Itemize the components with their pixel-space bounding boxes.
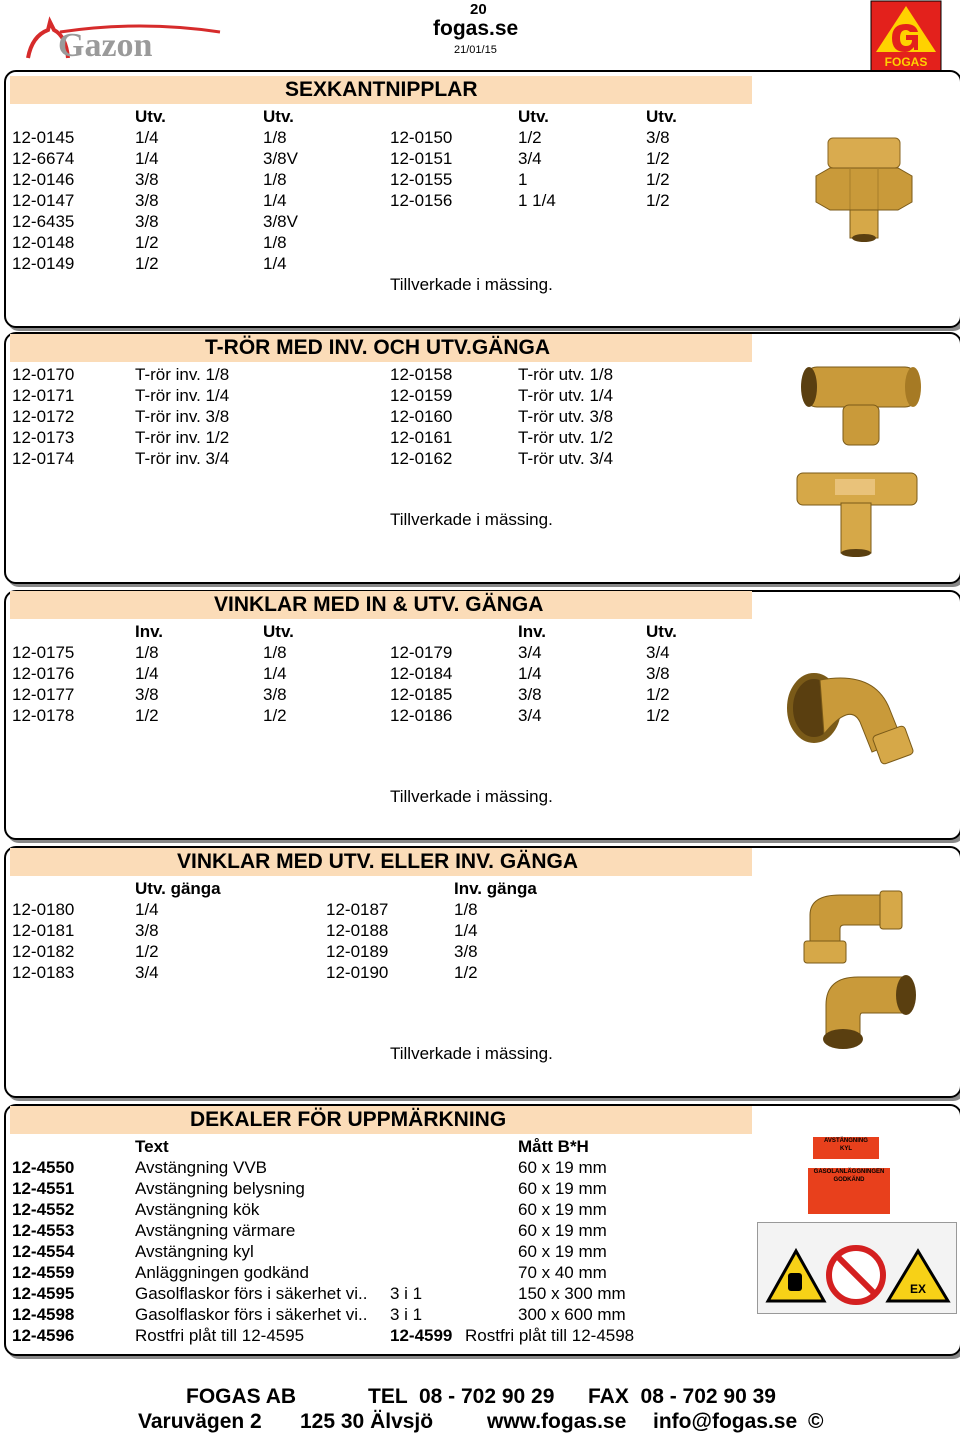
section-title: T-RÖR MED INV. OCH UTV.GÄNGA [205,336,550,359]
size-value: 3/8V [263,212,298,231]
article-code: 12-0146 [12,170,75,189]
article-description: T-rör inv. 1/2 [135,428,230,447]
article-description: T-rör inv. 3/4 [135,449,230,468]
article-description: T-rör inv. 3/8 [135,407,230,426]
article-code: 12-0178 [12,706,75,725]
size-value: 150 x 300 mm [518,1284,626,1303]
article-description: Anläggningen godkänd [135,1263,309,1282]
header-date: 21/01/15 [454,44,497,56]
size-value: 3/4 [518,706,542,725]
size-value: 3/8 [646,128,670,147]
section-title: SEXKANTNIPPLAR [285,78,478,101]
article-code: 12-4554 [12,1242,75,1261]
article-code: 12-4595 [12,1284,75,1303]
article-code: 12-0148 [12,233,75,252]
size-value: 1/2 [646,191,670,210]
col-header: Utv. [135,107,166,126]
page-number: 20 [470,1,487,18]
article-code: 12-4598 [12,1305,75,1324]
section-title: VINKLAR MED UTV. ELLER INV. GÄNGA [177,850,578,873]
size-value: 1/2 [646,149,670,168]
col-header: Inv. [135,622,164,641]
size-value: 3/8 [454,942,478,961]
material-note: Tillverkade i mässing. [390,275,553,294]
size-value: 3/4 [518,643,542,662]
col-header: Text [135,1137,169,1156]
article-code: 12-0173 [12,428,75,447]
size-value: 1/4 [263,664,287,683]
article-code: 12-0176 [12,664,75,683]
size-value: 1/8 [263,233,287,252]
article-code: 12-0188 [326,921,389,940]
article-code: 12-0155 [390,170,453,189]
article-code: 12-0179 [390,643,453,662]
size-value: 1/2 [646,685,670,704]
size-value: 60 x 19 mm [518,1158,607,1177]
ex-label: EX [909,1282,927,1296]
size-value: 3/4 [135,963,159,982]
size-value: 1/2 [135,233,159,252]
size-value: 3/8 [518,685,542,704]
size-value: 3/8 [135,685,159,704]
article-description: T-rör utv. 1/8 [518,365,614,384]
sticker-text: KYL [840,1146,852,1152]
article-description: Gasolflaskor förs i säkerhet vi.. [135,1305,368,1324]
sticker-text: GODKÄND [833,1177,865,1183]
article-description: T-rör utv. 3/4 [518,449,614,468]
company-name: FOGAS AB [186,1385,297,1408]
phone-number: TEL 08 - 702 90 29 [368,1385,555,1408]
article-description: Rostfri plåt till 12-4595 [135,1326,305,1345]
article-description: T-rör utv. 3/8 [518,407,614,426]
size-value: 3/8 [135,212,159,231]
material-note: Tillverkade i mässing. [390,787,553,806]
material-note: Tillverkade i mässing. [390,510,553,529]
article-code: 12-0185 [390,685,453,704]
article-description: Rostfri plåt till 12-4598 [465,1326,635,1345]
copyright-symbol: © [808,1410,824,1433]
article-code: 12-4552 [12,1200,75,1219]
article-code: 12-0160 [390,407,453,426]
size-value: 1/2 [135,706,159,725]
size-value: 1/4 [135,149,159,168]
size-value: 1/2 [135,942,159,961]
size-value: 1/8 [263,170,287,189]
size-value: 3/8 [135,921,159,940]
size-value: 300 x 600 mm [518,1305,626,1324]
col-header: Utv. [646,622,677,641]
article-code: 12-0161 [390,428,453,447]
article-code: 12-0181 [12,921,75,940]
elbow-image [780,660,930,770]
website-link[interactable]: www.fogas.se [487,1410,627,1433]
fogas-logo-text: FOGAS [884,55,928,69]
sticker-avstangning-kyl [813,1137,879,1159]
hex-nipple-image [810,130,920,245]
article-code: 12-4553 [12,1221,75,1240]
street-address: Varuvägen 2 [138,1410,262,1433]
article-code: 12-0158 [390,365,453,384]
col-header: Mått B*H [518,1137,589,1156]
warning-symbols [758,1223,956,1313]
article-description: T-rör utv. 1/4 [518,386,614,405]
size-value: 1 1/4 [518,191,556,210]
section-title: VINKLAR MED IN & UTV. GÄNGA [214,593,544,616]
size-value: 1/8 [263,643,287,662]
size-value: 1/2 [518,128,542,147]
col-header: Utv. [263,107,294,126]
size-value: 1/2 [646,170,670,189]
sticker-text: AVSTÄNGNING [824,1138,868,1144]
size-value: 60 x 19 mm [518,1221,607,1240]
article-code: 12-0187 [326,900,389,919]
size-value: 1/2 [454,963,478,982]
size-value: 1/4 [518,664,542,683]
article-code: 12-0189 [326,942,389,961]
article-code: 12-0149 [12,254,75,273]
size-value: 1/4 [454,921,478,940]
article-code: 12-0147 [12,191,75,210]
size-value: 60 x 19 mm [518,1200,607,1219]
size-value: 1/2 [263,706,287,725]
size-value: 1/2 [135,254,159,273]
size-value: 1/4 [135,664,159,683]
warning-sign-plate [757,1222,957,1314]
article-description: T-rör inv. 1/8 [135,365,230,384]
col-header: Utv. [518,107,549,126]
article-code: 12-0182 [12,942,75,961]
article-description: Avstängning värmare [135,1221,296,1240]
size-value: 1/4 [263,191,287,210]
article-code: 12-0172 [12,407,75,426]
size-value: 3/8 [646,664,670,683]
email-link[interactable]: info@fogas.se [653,1410,798,1433]
size-value: 1 [518,170,528,189]
size-value: 3/8V [263,149,298,168]
gazon-logo [20,8,240,64]
article-code: 12-0190 [326,963,389,982]
size-value: 3/8 [263,685,287,704]
pack-info: 3 i 1 [390,1305,423,1324]
size-value: 3/4 [518,149,542,168]
section-title: DEKALER FÖR UPPMÄRKNING [190,1108,507,1131]
article-code: 12-6435 [12,212,75,231]
size-value: 1/8 [263,128,287,147]
sticker-text: GASOLANLÄGGNINGEN [813,1169,885,1175]
city-address: 125 30 Älvsjö [300,1410,434,1433]
article-code: 12-4551 [12,1179,75,1198]
gazon-logo-text: Gazon [58,27,153,64]
article-description: T-rör utv. 1/2 [518,428,614,447]
size-value: 60 x 19 mm [518,1242,607,1261]
fogas-logo [870,0,942,72]
article-code: 12-0170 [12,365,75,384]
article-code: 12-4599 [390,1326,453,1345]
article-description: Avstängning belysning [135,1179,305,1198]
article-code: 12-0145 [12,128,75,147]
site-name: fogas.se [433,17,519,40]
article-code: 12-6674 [12,149,75,168]
material-note: Tillverkade i mässing. [390,1044,553,1063]
article-code: 12-0175 [12,643,75,662]
article-description: Avstängning kyl [135,1242,254,1261]
elbow-images [800,885,930,1060]
sticker-gasolanlaggning-godkand [808,1168,890,1214]
col-header: Utv. [646,107,677,126]
col-header: Utv. gänga [135,879,221,898]
size-value: 1/4 [263,254,287,273]
article-code: 12-4596 [12,1326,75,1345]
article-code: 12-0151 [390,149,453,168]
article-description: Avstängning kök [135,1200,260,1219]
size-value: 1/4 [135,128,159,147]
article-code: 12-0174 [12,449,75,468]
size-value: 3/8 [135,170,159,189]
article-code: 12-0180 [12,900,75,919]
size-value: 1/2 [646,706,670,725]
article-code: 12-4559 [12,1263,75,1282]
article-description: T-rör inv. 1/4 [135,386,230,405]
article-code: 12-0162 [390,449,453,468]
size-value: 3/4 [646,643,670,662]
size-value: 3/8 [135,191,159,210]
article-code: 12-4550 [12,1158,75,1177]
size-value: 1/8 [454,900,478,919]
article-code: 12-0186 [390,706,453,725]
pack-info: 3 i 1 [390,1284,423,1303]
size-value: 60 x 19 mm [518,1179,607,1198]
size-value: 70 x 40 mm [518,1263,607,1282]
article-code: 12-0159 [390,386,453,405]
t-pipe-images [795,355,925,560]
article-code: 12-0156 [390,191,453,210]
article-code: 12-0184 [390,664,453,683]
col-header: Inv. [518,622,547,641]
fax-number: FAX 08 - 702 90 39 [588,1385,776,1408]
article-description: Avstängning VVB [135,1158,267,1177]
col-header: Inv. gänga [454,879,537,898]
article-code: 12-0171 [12,386,75,405]
article-description: Gasolflaskor förs i säkerhet vi.. [135,1284,368,1303]
size-value: 1/8 [135,643,159,662]
size-value: 1/4 [135,900,159,919]
article-code: 12-0177 [12,685,75,704]
col-header: Utv. [263,622,294,641]
article-code: 12-0150 [390,128,453,147]
article-code: 12-0183 [12,963,75,982]
